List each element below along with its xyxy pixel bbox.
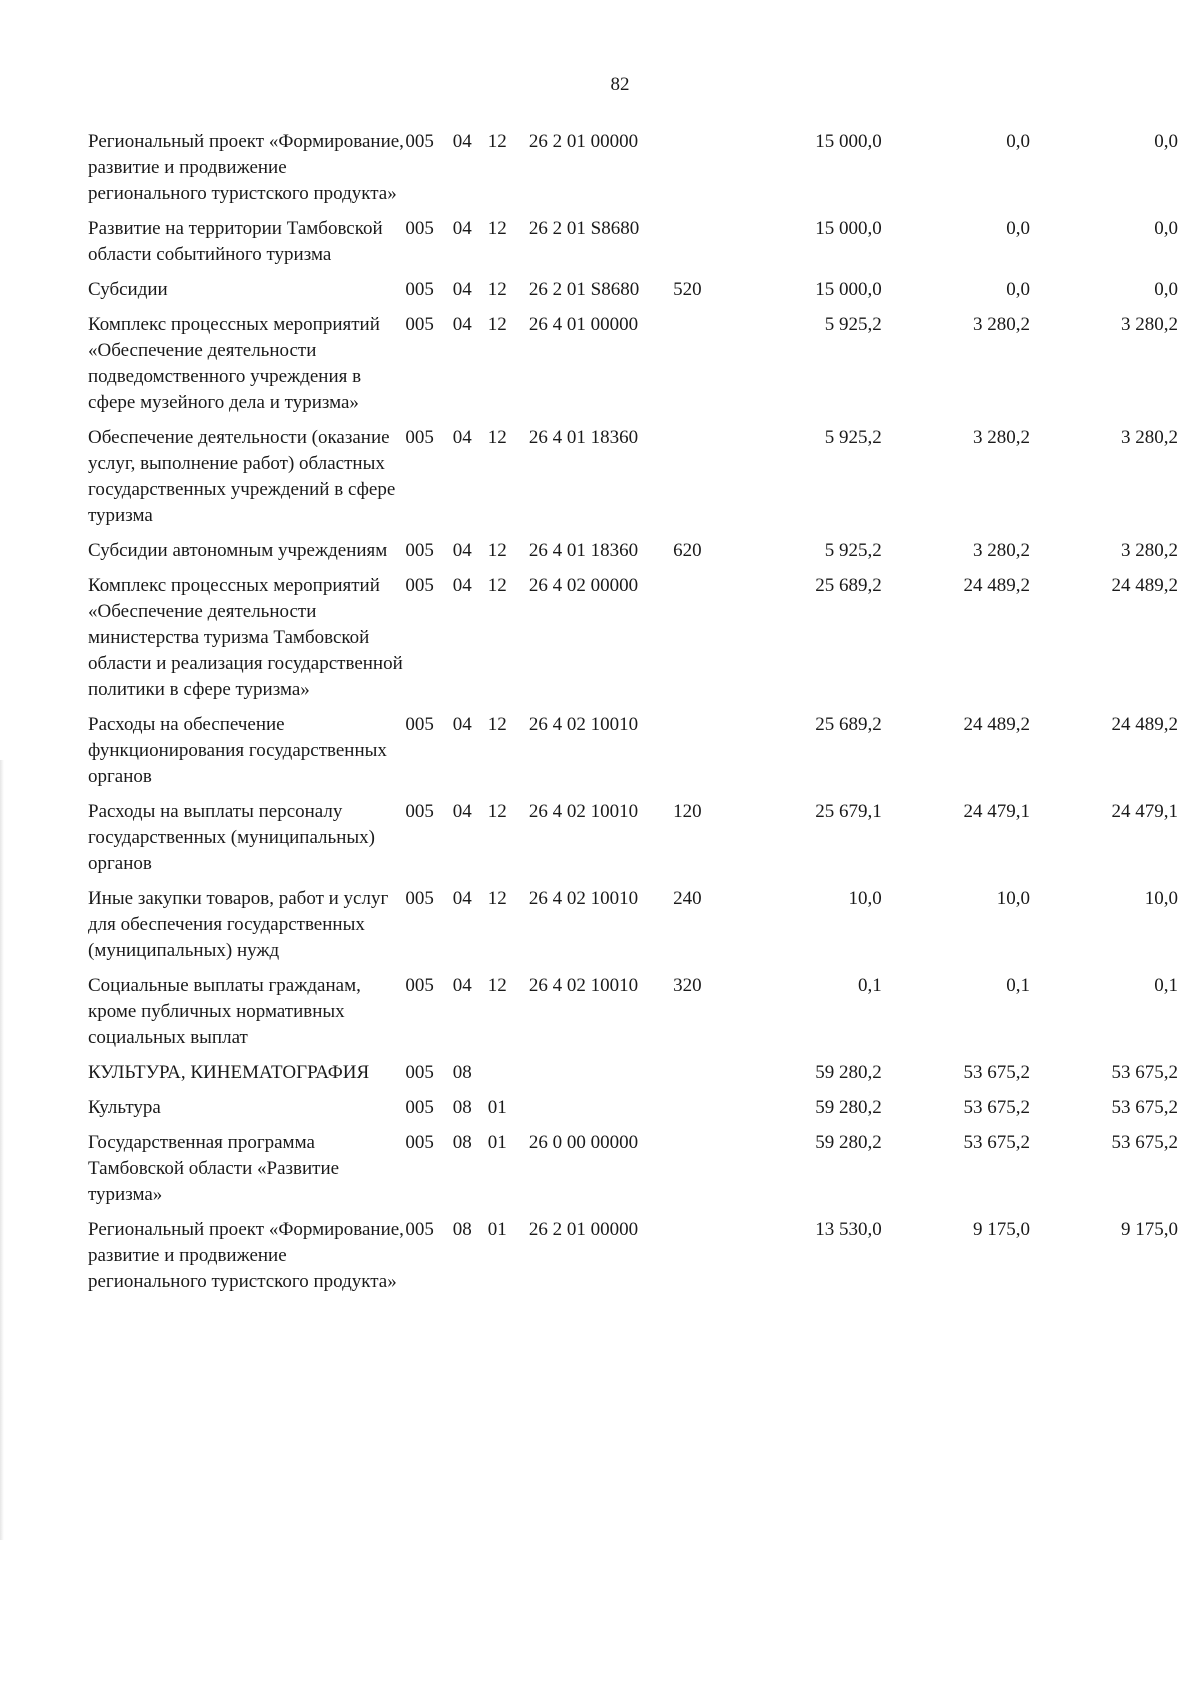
expense-type-code: [673, 1130, 737, 1217]
amount-year-2: 10,0: [996, 888, 1031, 909]
section-code: 04: [452, 131, 472, 152]
amount-year-3: 0,0: [1154, 131, 1178, 152]
target-article-code: [529, 1095, 673, 1130]
target-article-code: 26 2 01 00000: [528, 131, 639, 152]
ministry-code: 005: [405, 218, 434, 239]
expense-type-code: [673, 573, 737, 712]
amount-year-3: 3 280,2: [1121, 427, 1178, 448]
amount-year-3: 3 280,2: [1121, 540, 1178, 561]
ministry-code: 005: [405, 1132, 434, 1153]
subsection-code: 12: [487, 540, 507, 561]
amount-year-1: 25 679,1: [815, 801, 882, 822]
amount-year-1: 15 000,0: [815, 218, 882, 239]
target-article-code: 26 2 01 S8680: [528, 218, 640, 239]
amount-year-2: 0,0: [1006, 279, 1031, 300]
amount-year-3: 53 675,2: [1111, 1097, 1178, 1118]
item-name: Региональный проект «Формирование, развитие и продвижение регионального туристского продукта»: [88, 1219, 404, 1292]
amount-year-2: 0,1: [1006, 975, 1031, 996]
amount-year-1: 59 280,2: [815, 1097, 882, 1118]
ministry-code: 005: [405, 540, 434, 561]
amount-year-2: 53 675,2: [963, 1132, 1031, 1153]
section-code: 04: [452, 575, 472, 596]
target-article-code: 26 4 01 18360: [528, 540, 639, 561]
ministry-code: 005: [405, 279, 434, 300]
section-code: 08: [452, 1219, 472, 1240]
expense-type-code: [673, 1217, 737, 1304]
subsection-code: 12: [487, 575, 507, 596]
subsection-code: 12: [487, 975, 507, 996]
item-name: КУЛЬТУРА, КИНЕМАТОГРАФИЯ: [88, 1062, 370, 1083]
budget-table: [88, 129, 1178, 1304]
expense-type-code: [673, 129, 737, 216]
item-name: Субсидии автономным учреждениям: [88, 540, 388, 561]
item-name: Комплекс процессных мероприятий «Обеспечение деятельности подведомственного учреждения в сфере музейного дела и туризма»: [88, 314, 380, 413]
section-code: 04: [452, 218, 472, 239]
ministry-code: 005: [405, 314, 434, 335]
amount-year-2: 53 675,2: [963, 1097, 1031, 1118]
subsection-code: [488, 1060, 529, 1095]
target-article-code: 26 4 02 10010: [528, 714, 639, 735]
section-code: 04: [452, 888, 472, 909]
subsection-code: 12: [487, 888, 507, 909]
section-code: 04: [452, 714, 472, 735]
item-name: Государственная программа Тамбовской области «Развитие туризма»: [88, 1132, 340, 1205]
subsection-code: 12: [487, 714, 507, 735]
target-article-code: 26 0 00 00000: [528, 1132, 639, 1153]
ministry-code: 005: [405, 427, 434, 448]
table-row: [88, 799, 1178, 886]
table-row: [88, 1095, 1178, 1130]
amount-year-3: 0,1: [1154, 975, 1178, 996]
amount-year-3: 10,0: [1144, 888, 1178, 909]
target-article-code: [529, 1060, 673, 1095]
amount-year-3: 9 175,0: [1121, 1219, 1178, 1240]
item-name: Расходы на выплаты персоналу государственных (муниципальных) органов: [88, 801, 375, 874]
amount-year-1: 13 530,0: [815, 1219, 882, 1240]
amount-year-2: 53 675,2: [963, 1062, 1031, 1083]
amount-year-3: 24 489,2: [1111, 714, 1178, 735]
table-row: [88, 573, 1178, 712]
section-code: 04: [452, 279, 472, 300]
item-name: Обеспечение деятельности (оказание услуг, выполнение работ) областных государственных учреждений в сфере туризма: [88, 427, 396, 526]
amount-year-2: 24 489,2: [963, 575, 1031, 596]
amount-year-1: 59 280,2: [815, 1062, 882, 1083]
amount-year-2: 24 489,2: [963, 714, 1031, 735]
amount-year-1: 10,0: [848, 888, 882, 909]
target-article-code: 26 4 01 00000: [528, 314, 639, 335]
subsection-code: 01: [487, 1132, 507, 1153]
item-name: Расходы на обеспечение функционирования государственных органов: [88, 714, 387, 787]
amount-year-3: 3 280,2: [1121, 314, 1178, 335]
section-code: 04: [452, 975, 472, 996]
amount-year-1: 25 689,2: [815, 575, 882, 596]
subsection-code: 01: [487, 1219, 507, 1240]
table-row: [88, 1060, 1178, 1095]
expense-type-code: 520: [673, 279, 702, 300]
section-code: 04: [452, 314, 472, 335]
amount-year-3: 24 489,2: [1111, 575, 1178, 596]
expense-type-code: [673, 216, 737, 277]
expense-type-code: 240: [673, 888, 702, 909]
ministry-code: 005: [405, 801, 434, 822]
target-article-code: 26 4 02 10010: [528, 975, 639, 996]
expense-type-code: 120: [673, 801, 702, 822]
subsection-code: 12: [487, 314, 507, 335]
amount-year-1: 5 925,2: [824, 540, 882, 561]
target-article-code: 26 4 02 10010: [528, 888, 639, 909]
table-row: [88, 216, 1178, 277]
amount-year-2: 24 479,1: [963, 801, 1031, 822]
amount-year-1: 25 689,2: [815, 714, 882, 735]
expense-type-code: [673, 425, 737, 538]
item-name: Субсидии: [88, 279, 168, 300]
amount-year-1: 5 925,2: [824, 427, 882, 448]
amount-year-2: 0,0: [1006, 131, 1031, 152]
target-article-code: 26 4 02 00000: [528, 575, 639, 596]
item-name: Социальные выплаты гражданам, кроме публичных нормативных социальных выплат: [88, 975, 361, 1048]
item-name: Развитие на территории Тамбовской области событийного туризма: [88, 218, 383, 265]
amount-year-3: 0,0: [1154, 218, 1178, 239]
table-row: [88, 973, 1178, 1060]
ministry-code: 005: [405, 975, 434, 996]
amount-year-1: 15 000,0: [815, 131, 882, 152]
section-code: 08: [452, 1097, 472, 1118]
expense-type-code: [673, 712, 737, 799]
ministry-code: 005: [405, 888, 434, 909]
amount-year-3: 53 675,2: [1111, 1062, 1178, 1083]
expense-type-code: [673, 1095, 737, 1130]
page-number: 82: [610, 74, 630, 95]
amount-year-2: 3 280,2: [973, 427, 1031, 448]
item-name: Культура: [88, 1097, 161, 1118]
ministry-code: 005: [405, 1219, 434, 1240]
expense-type-code: [673, 312, 737, 425]
target-article-code: 26 2 01 S8680: [528, 279, 640, 300]
ministry-code: 005: [405, 1062, 434, 1083]
amount-year-1: 0,1: [857, 975, 882, 996]
table-body: [88, 129, 1178, 1304]
table-row: [88, 712, 1178, 799]
ministry-code: 005: [405, 1097, 434, 1118]
amount-year-1: 15 000,0: [815, 279, 882, 300]
section-code: 08: [452, 1132, 472, 1153]
ministry-code: 005: [405, 575, 434, 596]
subsection-code: 12: [487, 427, 507, 448]
amount-year-2: 3 280,2: [973, 314, 1031, 335]
amount-year-3: 53 675,2: [1111, 1132, 1178, 1153]
item-name: Региональный проект «Формирование, развитие и продвижение регионального туристского продукта»: [88, 131, 404, 204]
table-row: [88, 1130, 1178, 1217]
amount-year-1: 59 280,2: [815, 1132, 882, 1153]
amount-year-2: 3 280,2: [973, 540, 1031, 561]
amount-year-1: 5 925,2: [824, 314, 882, 335]
subsection-code: 12: [487, 131, 507, 152]
scan-edge: [0, 760, 4, 1540]
section-code: 04: [452, 801, 472, 822]
target-article-code: 26 4 02 10010: [528, 801, 639, 822]
subsection-code: 12: [487, 218, 507, 239]
table-row: [88, 312, 1178, 425]
ministry-code: 005: [405, 714, 434, 735]
expense-type-code: 320: [673, 975, 702, 996]
amount-year-3: 0,0: [1154, 279, 1178, 300]
section-code: 04: [452, 540, 472, 561]
subsection-code: 01: [487, 1097, 507, 1118]
item-name: Комплекс процессных мероприятий «Обеспечение деятельности министерства туризма Тамбовской области и реализация государственной политики в сфере туризма»: [88, 575, 403, 700]
amount-year-2: 0,0: [1006, 218, 1031, 239]
ministry-code: 005: [405, 131, 434, 152]
item-name: Иные закупки товаров, работ и услуг для обеспечения государственных (муниципальных) нужд: [88, 888, 389, 961]
table-row: [88, 129, 1178, 216]
table-row: [88, 886, 1178, 973]
target-article-code: 26 4 01 18360: [528, 427, 639, 448]
amount-year-3: 24 479,1: [1111, 801, 1178, 822]
section-code: 08: [452, 1062, 472, 1083]
table-row: [88, 425, 1178, 538]
expense-type-code: 620: [673, 540, 702, 561]
expense-type-code: [673, 1060, 737, 1095]
table-row: [88, 1217, 1178, 1304]
amount-year-2: 9 175,0: [973, 1219, 1031, 1240]
subsection-code: 12: [487, 279, 507, 300]
target-article-code: 26 2 01 00000: [528, 1219, 639, 1240]
section-code: 04: [452, 427, 472, 448]
table-row: [88, 538, 1178, 573]
subsection-code: 12: [487, 801, 507, 822]
table-row: [88, 277, 1178, 312]
